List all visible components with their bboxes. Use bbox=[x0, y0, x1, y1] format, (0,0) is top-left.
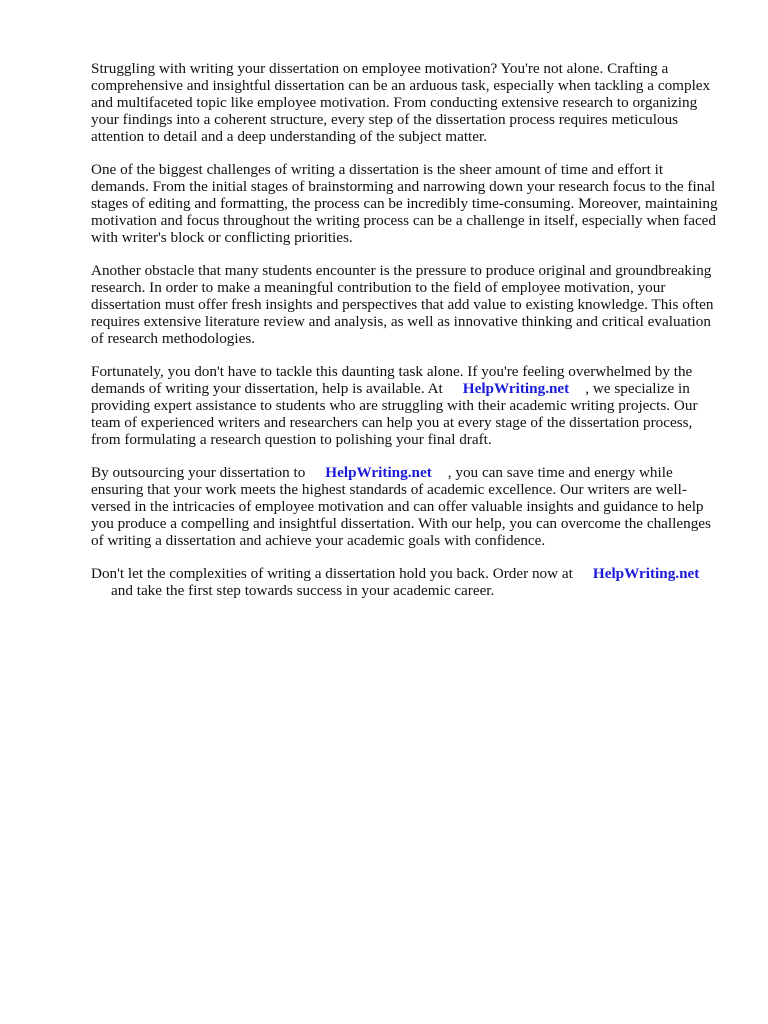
paragraph-help-text-after: , we specialize in providing expert assistance to students who are struggling with their academic writing projects. Our team of experienced writers and researchers can help you at every stage of the dissertation process, from formulating a research question to polishing your final draft. bbox=[91, 380, 698, 448]
paragraph-cta-text-before: Don't let the complexities of writing a dissertation hold you back. Order now at bbox=[91, 565, 573, 582]
helpwriting-link[interactable]: HelpWriting.net bbox=[462, 380, 570, 397]
paragraph-obstacles: Another obstacle that many students encounter is the pressure to produce original and groundbreaking research. In order to make a meaningful contribution to the field of employee motivation, your dissertation must offer fresh insights and perspectives that add value to existing knowledge. This often requires extensive literature review and analysis, as well as innovative thinking and critical evaluation of research methodologies. bbox=[91, 262, 714, 347]
paragraph-intro: Struggling with writing your dissertation on employee motivation? You're not alone. Crafting a comprehensive and insightful dissertation can be an arduous task, especially when tackling a complex and multifaceted topic like employee motivation. From conducting extensive research to organizing your findings into a coherent structure, every step of the dissertation process requires meticulous attention to detail and a deep understanding of the subject matter. bbox=[91, 60, 711, 145]
paragraph-outsourcing-text-after: , you can save time and energy while ensuring that your work meets the highest standards of academic excellence. Our writers are well-versed in the intricacies of employee motivation and can offer valuable insights and guidance to help you produce a compelling and insightful dissertation. With our help, you can overcome the challenges of writing a dissertation and achieve your academic goals with confidence. bbox=[91, 464, 711, 549]
paragraph-call-to-action bbox=[91, 565, 721, 599]
paragraph-help-available bbox=[91, 363, 721, 448]
paragraph-outsourcing-text-before: By outsourcing your dissertation to bbox=[91, 464, 306, 481]
helpwriting-link[interactable]: HelpWriting.net bbox=[592, 565, 700, 582]
document-body bbox=[91, 60, 721, 615]
paragraph-challenges: One of the biggest challenges of writing a dissertation is the sheer amount of time and effort it demands. From the initial stages of brainstorming and narrowing down your research focus to the final stages of editing and formatting, the process can be incredibly time-consuming. Moreover, maintaining motivation and focus throughout the writing process can be a challenge in itself, especially when faced with writer's block or conflicting priorities. bbox=[91, 161, 718, 246]
paragraph-outsourcing bbox=[91, 464, 721, 549]
paragraph-help-text-before: Fortunately, you don't have to tackle this daunting task alone. If you're feeling overwhelmed by the demands of writing your dissertation, help is available. At bbox=[91, 363, 693, 397]
helpwriting-link[interactable]: HelpWriting.net bbox=[325, 464, 432, 481]
paragraph-cta-text-after: and take the first step towards success in your academic career. bbox=[111, 582, 495, 599]
